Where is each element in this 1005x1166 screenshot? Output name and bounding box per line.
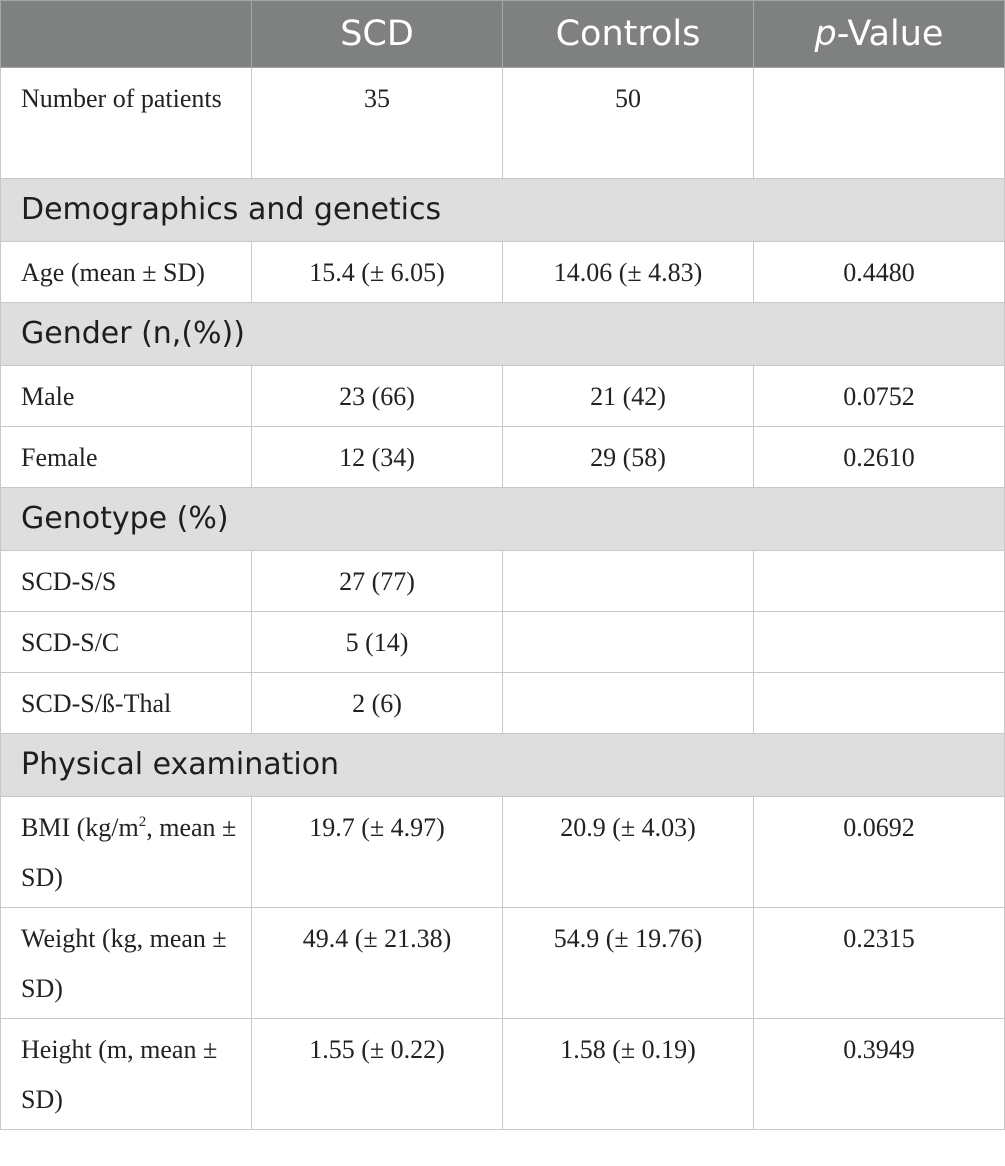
section-row xyxy=(1,734,1005,797)
section-row xyxy=(1,179,1005,242)
scd-value: 27 (77) xyxy=(252,551,503,612)
controls-value: 29 (58) xyxy=(503,427,754,488)
p-value: 0.3949 xyxy=(754,1019,1005,1130)
table-row xyxy=(1,797,1005,908)
header-empty-cell xyxy=(1,1,252,68)
controls-value: 20.9 (± 4.03) xyxy=(503,797,754,908)
scd-value: 19.7 (± 4.97) xyxy=(252,797,503,908)
p-value: 0.0752 xyxy=(754,366,1005,427)
controls-value: 1.58 (± 0.19) xyxy=(503,1019,754,1130)
row-label: SCD-S/ß-Thal xyxy=(1,673,252,734)
p-value: 0.2315 xyxy=(754,908,1005,1019)
table-row xyxy=(1,68,1005,179)
controls-value xyxy=(503,612,754,673)
p-value: 0.0692 xyxy=(754,797,1005,908)
header-scd: SCD xyxy=(252,1,503,68)
row-label: Weight (kg, mean ± SD) xyxy=(1,908,252,1019)
p-value xyxy=(754,551,1005,612)
table-row xyxy=(1,612,1005,673)
p-value xyxy=(754,673,1005,734)
bmi-label-superscript: 2 xyxy=(138,814,147,830)
section-heading: Genotype (%) xyxy=(1,488,1005,551)
scd-value: 35 xyxy=(252,68,503,179)
row-label xyxy=(1,797,252,908)
p-value: 0.2610 xyxy=(754,427,1005,488)
controls-value xyxy=(503,673,754,734)
header-controls: Controls xyxy=(503,1,754,68)
table-row xyxy=(1,366,1005,427)
row-label: Age (mean ± SD) xyxy=(1,242,252,303)
controls-value: 54.9 (± 19.76) xyxy=(503,908,754,1019)
table-row xyxy=(1,673,1005,734)
section-heading: Physical examination xyxy=(1,734,1005,797)
table-row xyxy=(1,908,1005,1019)
controls-value: 14.06 (± 4.83) xyxy=(503,242,754,303)
scd-value: 49.4 (± 21.38) xyxy=(252,908,503,1019)
row-label: Height (m, mean ± SD) xyxy=(1,1019,252,1130)
controls-value xyxy=(503,551,754,612)
row-label: Number of patients xyxy=(1,68,252,179)
header-row xyxy=(1,1,1005,68)
table-row xyxy=(1,242,1005,303)
row-label: SCD-S/S xyxy=(1,551,252,612)
scd-value: 5 (14) xyxy=(252,612,503,673)
row-label: Male xyxy=(1,366,252,427)
row-label: Female xyxy=(1,427,252,488)
table-row xyxy=(1,427,1005,488)
p-value: 0.4480 xyxy=(754,242,1005,303)
scd-value: 15.4 (± 6.05) xyxy=(252,242,503,303)
section-heading: Gender (n,(%)) xyxy=(1,303,1005,366)
p-value xyxy=(754,612,1005,673)
header-p-rest: -Value xyxy=(836,14,944,54)
section-heading: Demographics and genetics xyxy=(1,179,1005,242)
bmi-label-pre: BMI (kg/m xyxy=(21,813,139,842)
section-row xyxy=(1,488,1005,551)
bmi-label-post: , mean ± SD) xyxy=(21,813,237,892)
controls-value: 50 xyxy=(503,68,754,179)
controls-value: 21 (42) xyxy=(503,366,754,427)
header-p-value xyxy=(754,1,1005,68)
p-value xyxy=(754,68,1005,179)
scd-value: 2 (6) xyxy=(252,673,503,734)
row-label: SCD-S/C xyxy=(1,612,252,673)
scd-value: 23 (66) xyxy=(252,366,503,427)
header-p-italic: p xyxy=(814,14,837,54)
section-row xyxy=(1,303,1005,366)
table-row xyxy=(1,1019,1005,1130)
table-row xyxy=(1,551,1005,612)
scd-value: 1.55 (± 0.22) xyxy=(252,1019,503,1130)
scd-value: 12 (34) xyxy=(252,427,503,488)
